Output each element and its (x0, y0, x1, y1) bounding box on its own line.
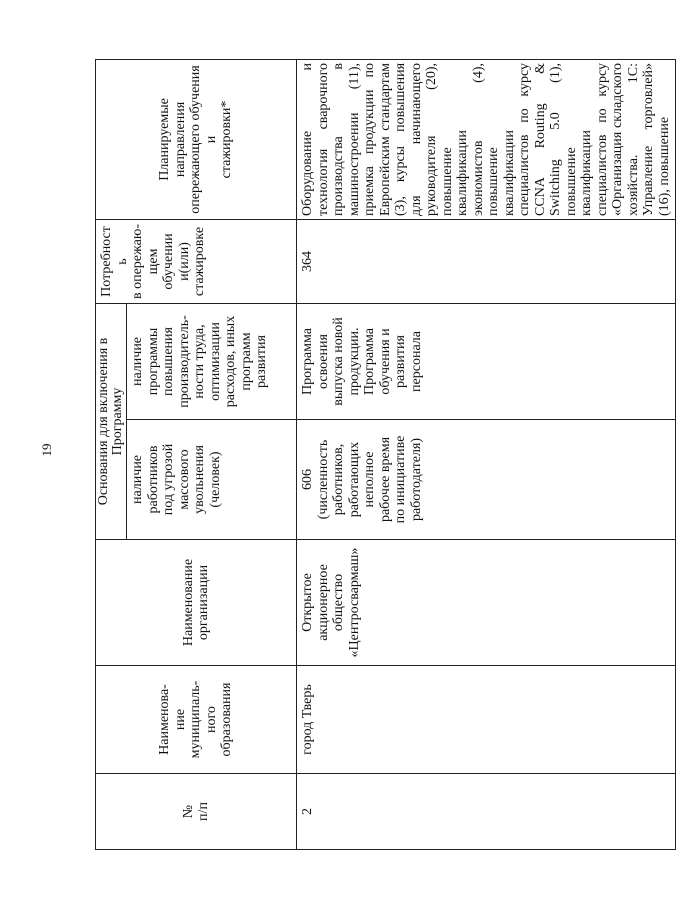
header-basis-group: Основания для включения в Программу (96, 303, 127, 539)
page-number: 19 (39, 443, 54, 457)
cell-num: 2 (297, 774, 676, 850)
header-num: № п/п (96, 774, 297, 850)
header-basis-layoff: наличие работников под угрозой массового увольнения (человек) (127, 420, 297, 540)
rotated-table-area (95, 60, 672, 850)
header-basis-program: наличие программы повышения производитель- ности труда, оптимизации расходов, иных программ развития (127, 303, 297, 419)
cell-need: 364 (297, 219, 676, 303)
cell-municipality: город Тверь (297, 666, 676, 774)
header-directions: Планируемые направления опережающего обучения и стажировки* (96, 59, 297, 219)
cell-program: Программа освоения выпуска новой продукции. Программа обучения и развития персонала (297, 303, 676, 419)
cell-layoff: 606 (численность работников, работающих неполное рабочее время по инициативе работодателя) (297, 420, 676, 540)
cell-directions: Оборудование и технология сварочного производства в машиностроении (11), приемка продукции по Европейским стандартам (3), курсы повышения для начинающего руководителя (20), повышение квалификации экономистов (4), повышение квалификации специалистов по курсу CCNA Routing & Switching 5.0 (1), повышение квалификации специалистов по курсу «Организация складского хозяйства. 1С: Управление торговлей» (16), повышение (297, 59, 676, 219)
training-program-table (95, 59, 676, 850)
header-need: Потребность в опережаю- щем обучении и(или) стажировке (96, 219, 297, 303)
header-organization: Наименование организации (96, 540, 297, 666)
cell-organization: Открытое акционерное общество «Центросвармаш» (297, 540, 676, 666)
header-municipality: Наименова- ние муниципаль- ного образования (96, 666, 297, 774)
